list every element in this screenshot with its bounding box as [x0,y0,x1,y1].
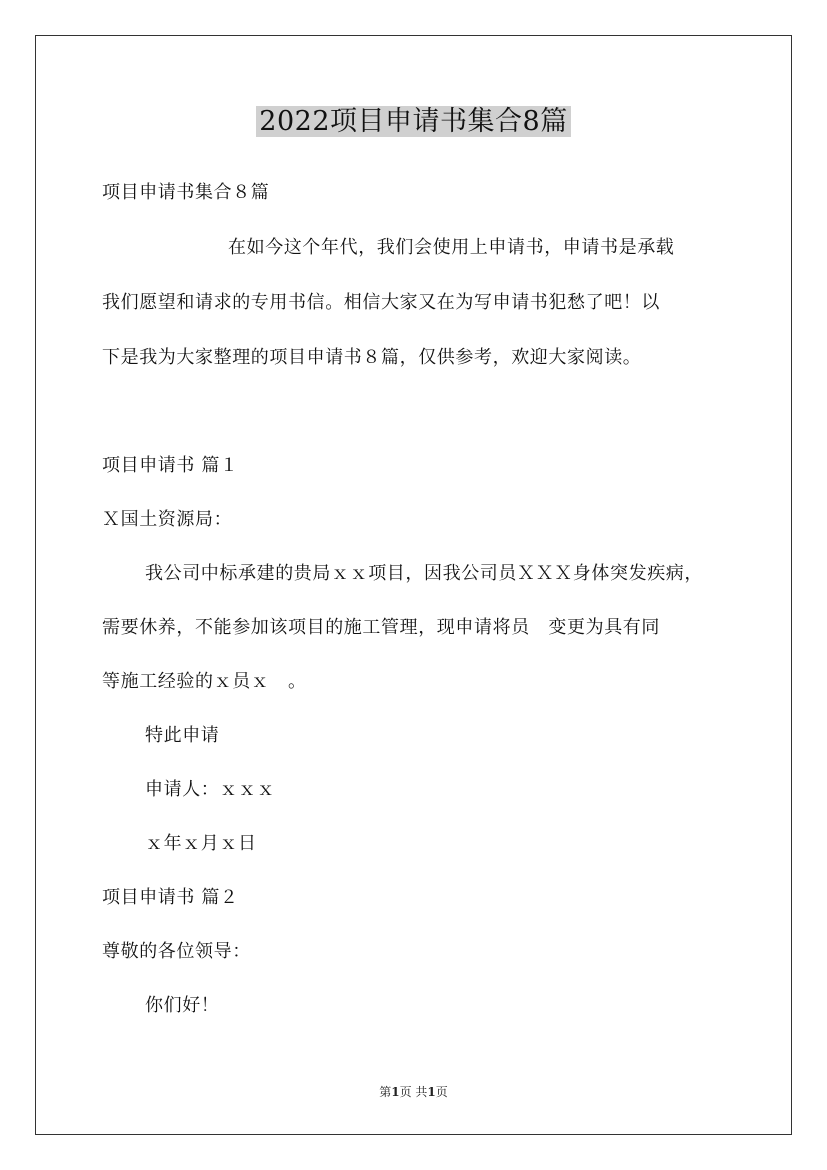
intro-line-1: 在如今这个年代，我们会使用上申请书，申请书是承载 [228,237,675,258]
section-1-salutation: Ｘ国土资源局： [102,509,233,530]
footer-page-suffix: 页 共 [399,1085,428,1099]
section-1-heading: 项目申请书 篇１ [102,455,239,476]
section-1-body-line-1: 我公司中标承建的贵局ｘｘ项目，因我公司员ＸＸＸ身体突发疾病， [145,563,703,584]
footer-total-pages: 1 [427,1085,436,1099]
section-1-body-line-3: 等施工经验的ｘ员ｘ 。 [102,671,307,692]
document-title [0,103,827,141]
intro-line-3: 下是我为大家整理的项目申请书８篇，仅供参考，欢迎大家阅读。 [102,347,642,368]
section-2-salutation: 尊敬的各位领导： [102,941,251,962]
section-1-body-line-2: 需要休养，不能参加该项目的施工管理，现申请将员 变更为具有同 [102,617,660,638]
page-footer [0,1084,827,1100]
footer-prefix: 第 [379,1085,392,1099]
document-title-text: 2022项目申请书集合8篇 [256,106,570,137]
section-1-closing: 特此申请 [145,725,220,746]
section-1-date: ｘ年ｘ月ｘ日 [145,833,257,854]
subtitle: 项目申请书集合８篇 [102,182,270,203]
section-2-greeting: 你们好！ [145,995,220,1016]
footer-page-number: 1 [391,1085,400,1099]
intro-line-2: 我们愿望和请求的专用书信。相信大家又在为写申请书犯愁了吧！以 [102,292,660,313]
footer-total-suffix: 页 [435,1085,448,1099]
section-2-heading: 项目申请书 篇２ [102,887,239,908]
section-1-applicant: 申请人：ｘｘｘ [145,779,276,800]
